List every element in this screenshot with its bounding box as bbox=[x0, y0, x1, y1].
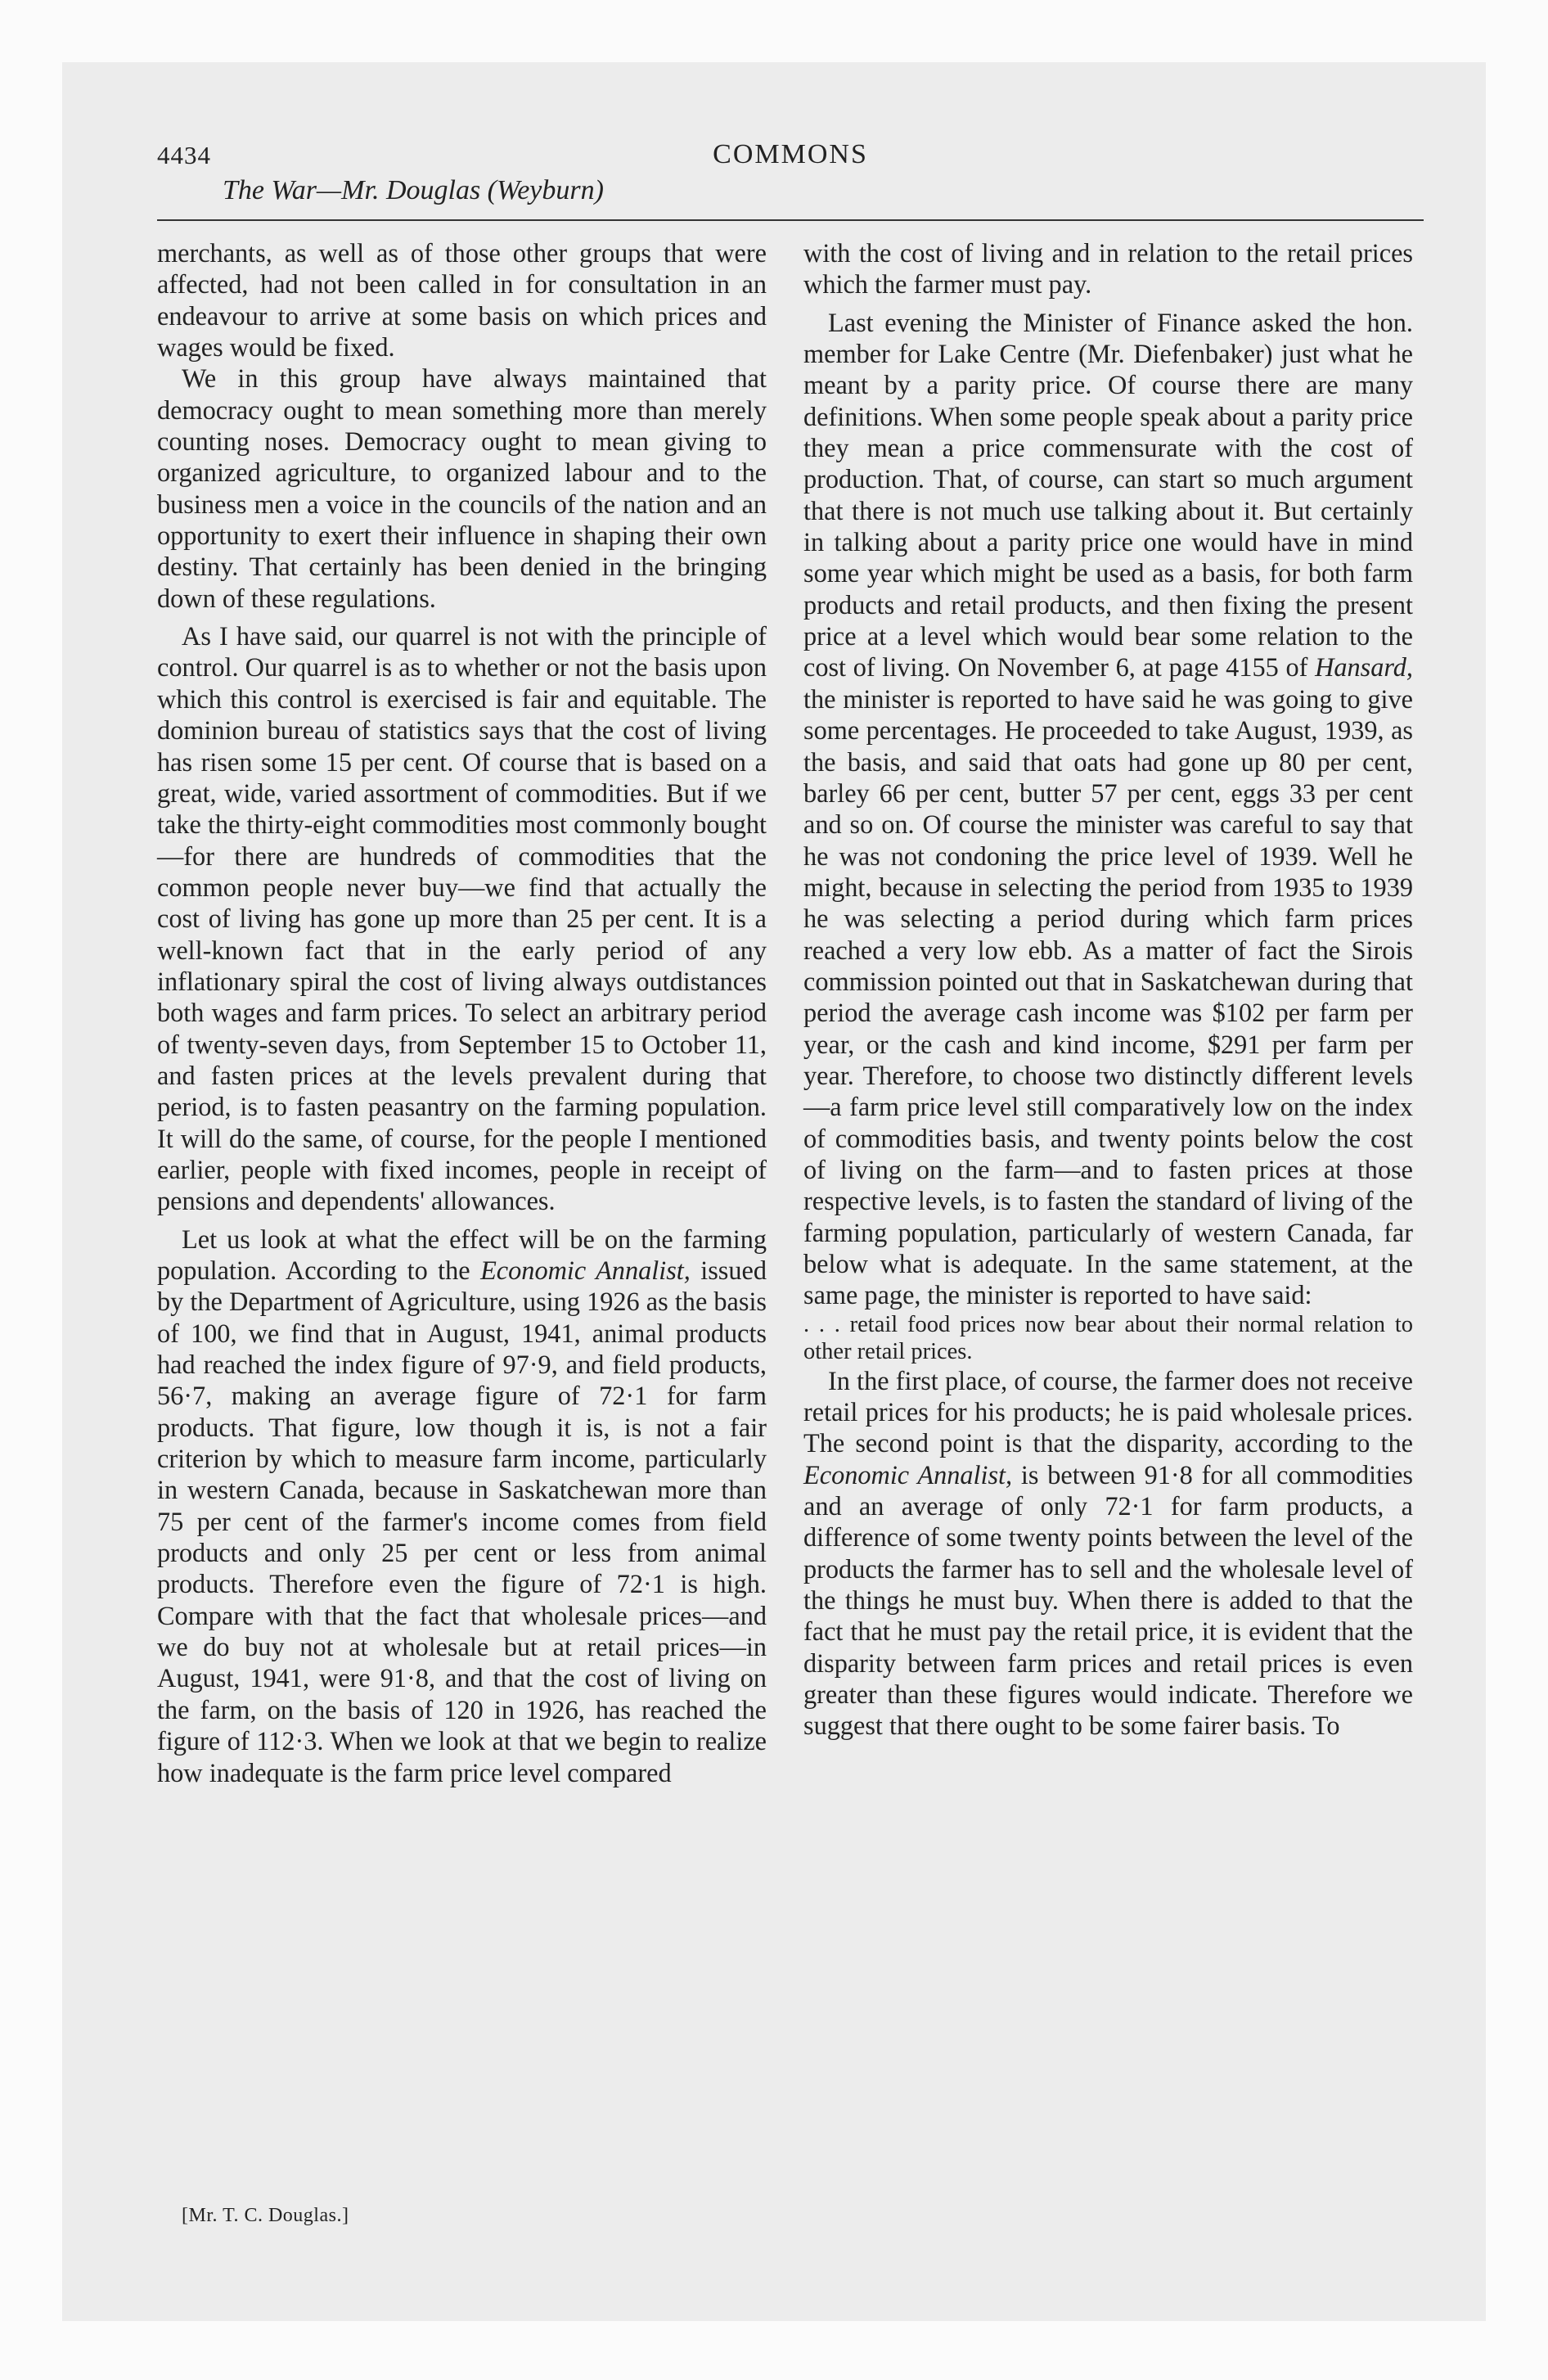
section-title: COMMONS bbox=[713, 139, 868, 169]
running-head: The War—Mr. Douglas (Weyburn) bbox=[223, 175, 604, 205]
text-run: In the first place, of course, the farmer does not receive retail prices for his products; he is paid wholesale prices. The second point is that the disparity, according to the bbox=[803, 1365, 1413, 1458]
paragraph: As I have said, our quarrel is not with the principle of control. Our quarrel is as to whether or not the basis upon which this control is exercised is fair and equitable. The dominion bureau of statistics says that the cost of living has risen some 15 per cent. Of course that is based on a great, wide, varied assortment of commodities. But if we take the thirty-eight commodities most commonly bought—for there are hundreds of commodities that the common people never buy—we find that actually the cost of living has gone up more than 25 per cent. It is a well-known fact that in the early period of any inflationary spiral the cost of living always outdistances both wages and farm prices. To select an arbitrary period of twenty-seven days, from September 15 to October 11, and fasten prices at the levels prevalent during that period, is to fasten peasantry on the farming population. It will do the same, of course, for the people I mentioned earlier, people with fixed incomes, people in receipt of pensions and dependents' allowances. bbox=[157, 621, 767, 1216]
left-column bbox=[157, 237, 767, 1788]
paragraph bbox=[803, 1365, 1413, 1742]
text-run: Let us look at what the effect will be on the farming population. According to the bbox=[157, 1224, 767, 1285]
paragraph bbox=[803, 307, 1413, 1311]
text-run: the minister is reported to have said he was going to give some percentages. He proceeded to take August, 1939, as the basis, and said that oats had gone up 80 per cent, barley 66 per cent, butter 57 per cent, eggs 33 per cent and so on. Of course the minister was careful to say that he was not condoning the price level of 1939. Well he might, because in selecting the period from 1935 to 1939 he was selecting a period during which farm prices reached a very low ebb. As a matter of fact the Sirois commission pointed out that in Saskatchewan during that period the average cash income was $102 per farm per year, or the cash and kind income, $291 per farm per year. Therefore, to choose two distinctly different levels —a farm price level still comparatively low on the index of commodities basis, and twenty points below the cost of living on the farm—and to fasten prices at those respective levels, is to fasten the standard of living of the farming population, particularly of western Canada, far below what is adequate. In the same statement, at the same page, the minister is reported to have said: bbox=[803, 683, 1413, 1310]
right-column bbox=[803, 237, 1413, 1742]
paragraph: We in this group have always maintained that democracy ought to mean something more than merely counting noses. Democracy ought to mean giving to organized agriculture, to organized labour and to the business men a voice in the councils of the nation and an opportunity to exert their influence in shaping their own destiny. That certainly has been denied in the bringing down of these regulations. bbox=[157, 363, 767, 613]
paragraph: with the cost of living and in relation to the retail prices which the farmer must pay. bbox=[803, 238, 1413, 300]
paragraph: merchants, as well as of those other groups that were affected, had not been called in for consultation in an endeavour to arrive at some basis on which prices and wages would be fixed. bbox=[157, 238, 767, 363]
header-rule bbox=[157, 219, 1424, 221]
text-run: issued by the Department of Agriculture, using 1926 as the basis of 100, we find that in August, 1941, animal products had reached the index figure of 97·9, and field products, 56·7, making an average figure of 72·1 for farm products. That figure, low though it is, is not a fair criterion by which to measure farm income, particularly in western Canada, because in Saskatchewan more than 75 per cent of the farmer's income comes from field products and only 25 per cent or less from animal products. Therefore even the figure of 72·1 is high. Compare with that the fact that wholesale prices—and we do buy not at wholesale but at retail prices—in August, 1941, were 91·8, and that the cost of living on the farm, on the basis of 120 in 1926, has reached the figure of 112·3. When we look at that we begin to realize how inadequate is the farm price level compared bbox=[157, 1255, 767, 1787]
text-run: Last evening the Minister of Finance asked the hon. member for Lake Centre (Mr. Diefenbaker) just what he meant by a parity price. Of course there are many definitions. When some people speak about a parity price they mean a price commensurate with the cost of production. That, of course, can start so much argument that there is not much use talking about it. But certainly in talking about a parity price one would have in mind some year which might be used as a basis, for both farm products and retail products, and then fixing the present price at a level which would bear some relation to the cost of living. On November 6, at page 4155 of bbox=[803, 307, 1413, 683]
publication-title: Economic Annalist, bbox=[480, 1255, 691, 1285]
speaker-note: [Mr. T. C. Douglas.] bbox=[182, 2205, 349, 2226]
publication-title: Economic Annalist, bbox=[803, 1459, 1013, 1490]
paragraph bbox=[157, 1224, 767, 1788]
publication-title: Hansard, bbox=[1315, 652, 1413, 683]
text-run: is between 91·8 for all commodities and an average of only 72·1 for farm products, a difference of some twenty points between the level of the products the farmer has to sell and the wholesale level of the things he must buy. When there is added to that the fact that he must pay the retail price, it is evident that the disparity between farm prices and retail prices is even greater than these figures would indicate. Therefore we suggest that there ought to be some fairer basis. To bbox=[803, 1459, 1413, 1741]
block-quote: . . . retail food prices now bear about their normal relation to other retail prices. bbox=[803, 1311, 1413, 1364]
page-header bbox=[157, 139, 1424, 213]
page-number: 4434 bbox=[157, 141, 211, 169]
